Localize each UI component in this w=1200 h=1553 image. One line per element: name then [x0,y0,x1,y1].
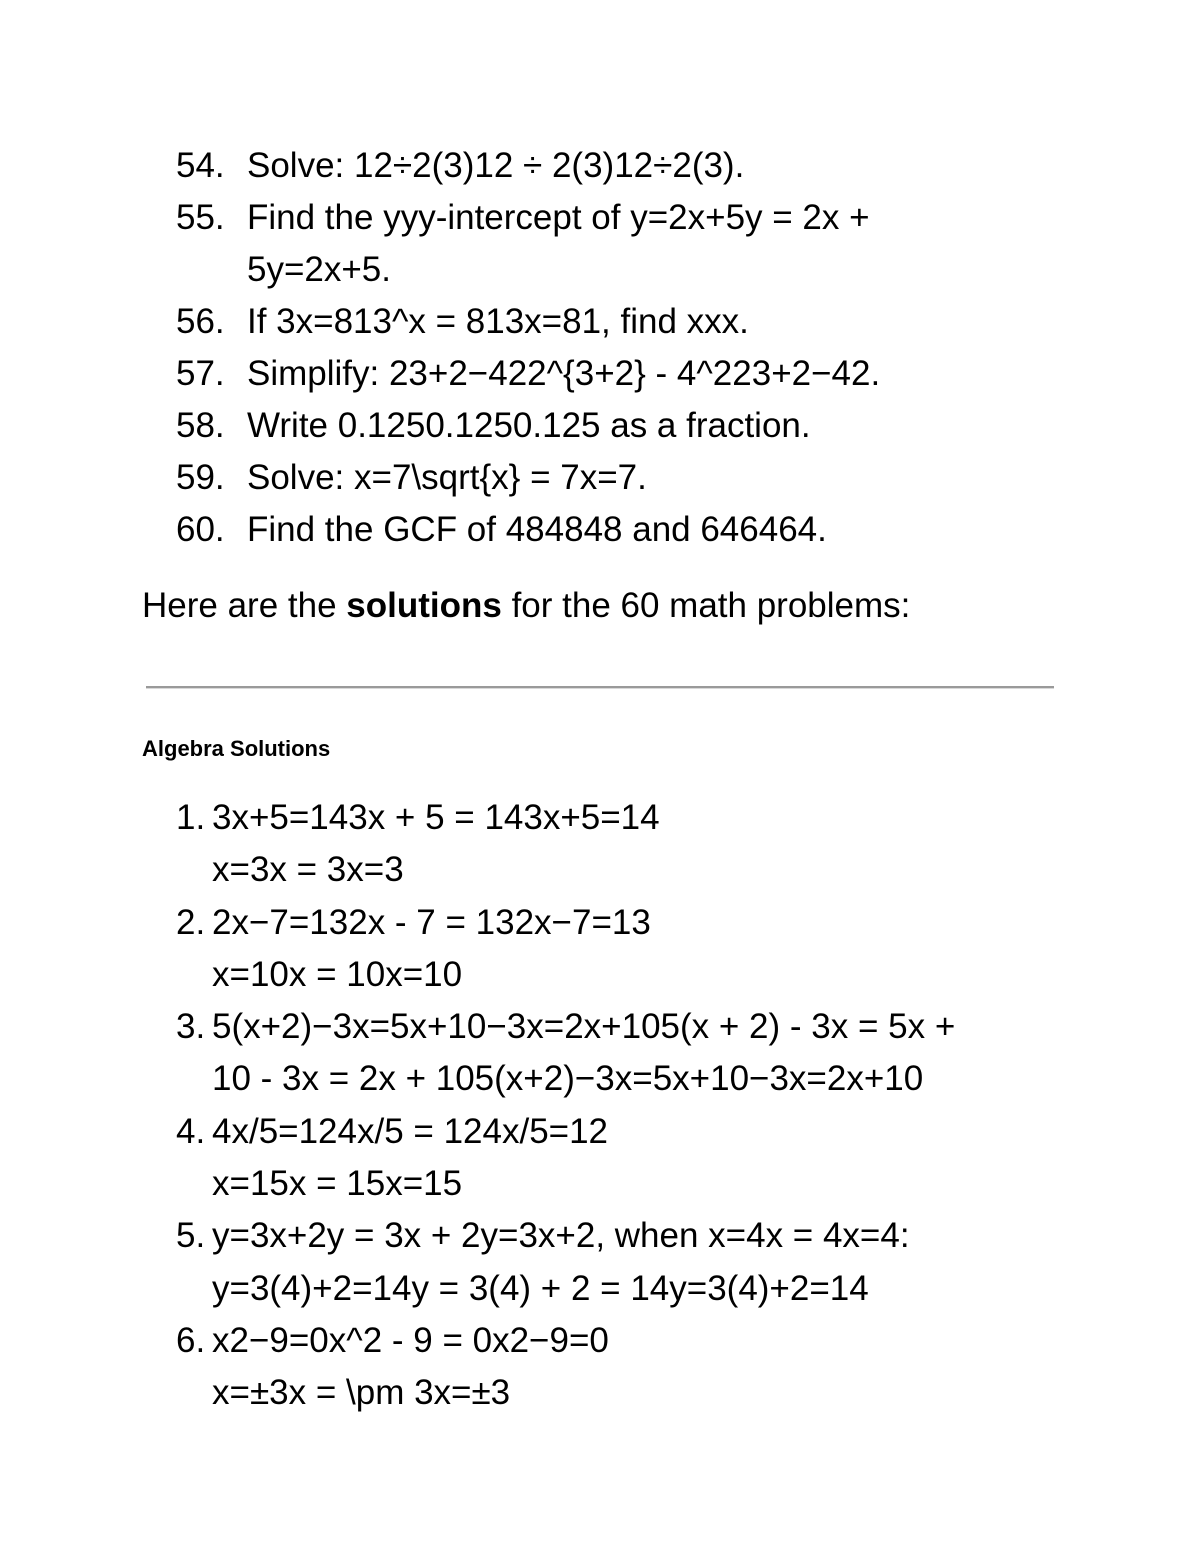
problem-list [176,140,1076,556]
solution-body [212,1315,1072,1420]
problem-item [176,452,1076,504]
solution-item [176,897,1076,1002]
problem-number: 54. [176,146,225,185]
solution-line: 4x/5=124x/5 = 124x/5=12 [212,1111,609,1151]
solution-item [176,1001,1076,1106]
solutions-intro [142,580,910,632]
solution-line: x=±3x = \pm 3x=±3 [212,1373,511,1413]
solution-line: 3x+5=143x + 5 = 143x+5=14 [212,798,660,837]
solution-line: x2−9=0x^2 - 9 = 0x2−9=0 [212,1320,609,1360]
problem-number: 57. [176,354,225,393]
problem-text: Find the GCF of 484848 and 646464. [247,510,827,549]
solution-line: x=15x = 15x=15 [212,1164,463,1204]
problem-text-line: 5y=2x+5. [247,250,391,289]
problem-number: 56. [176,302,225,341]
solution-number: 4. [176,1111,206,1151]
problem-item [176,504,1076,556]
problem-text: Simplify: 23+2−422^{3+2} - 4^223+2−42. [247,354,881,393]
intro-after: for the 60 math problems: [501,586,911,625]
solution-item [176,792,1076,897]
solution-line: x=3x = 3x=3 [212,850,404,890]
problem-number: 59. [176,458,225,497]
solution-line: 10 - 3x = 2x + 105(x+2)−3x=5x+10−3x=2x+10 [212,1059,924,1099]
intro-bold: solutions [346,586,502,625]
problem-item [176,192,1076,296]
horizontal-divider [146,686,1054,689]
solution-line: 2x−7=132x - 7 = 132x−7=13 [212,902,651,942]
problem-text-line: Find the yyy-intercept of y=2x+5y = 2x + [247,198,870,237]
problem-number: 60. [176,510,225,549]
section-heading: Algebra Solutions [142,736,331,761]
solution-item [176,1210,1076,1315]
solution-list [176,792,1076,1420]
solution-body [212,897,1072,1002]
solution-number: 3. [176,1007,206,1047]
problem-item [176,348,1076,400]
solution-body [212,1106,1072,1211]
solution-line: y=3(4)+2=14y = 3(4) + 2 = 14y=3(4)+2=14 [212,1268,869,1308]
problem-item [176,296,1076,348]
problem-text: Write 0.1250.1250.125 as a fraction. [247,406,811,445]
solution-number: 6. [176,1320,206,1360]
solution-line: x=10x = 10x=10 [212,954,463,994]
solution-number: 5. [176,1216,206,1256]
solution-number: 1. [176,798,206,837]
problem-number: 58. [176,406,225,445]
solution-body [212,792,1072,897]
solution-line: y=3x+2y = 3x + 2y=3x+2, when x=4x = 4x=4: [212,1216,910,1256]
solution-line: 5(x+2)−3x=5x+10−3x=2x+105(x + 2) - 3x = 5x + [212,1007,956,1047]
intro-before: Here are the [142,586,347,625]
problem-text: Solve: x=7\sqrt{x} = 7x=7. [247,458,647,497]
solution-item [176,1106,1076,1211]
solution-body [212,1210,1072,1315]
problem-text: Solve: 12÷2(3)12 ÷ 2(3)12÷2(3). [247,146,745,185]
solution-item [176,1315,1076,1420]
problem-text: If 3x=813^x = 813x=81, find xxx. [247,302,749,341]
problem-item [176,400,1076,452]
problem-item [176,140,1076,192]
solution-body [212,1001,1072,1106]
problem-text [247,192,987,296]
solution-number: 2. [176,902,206,942]
problem-number: 55. [176,198,225,237]
